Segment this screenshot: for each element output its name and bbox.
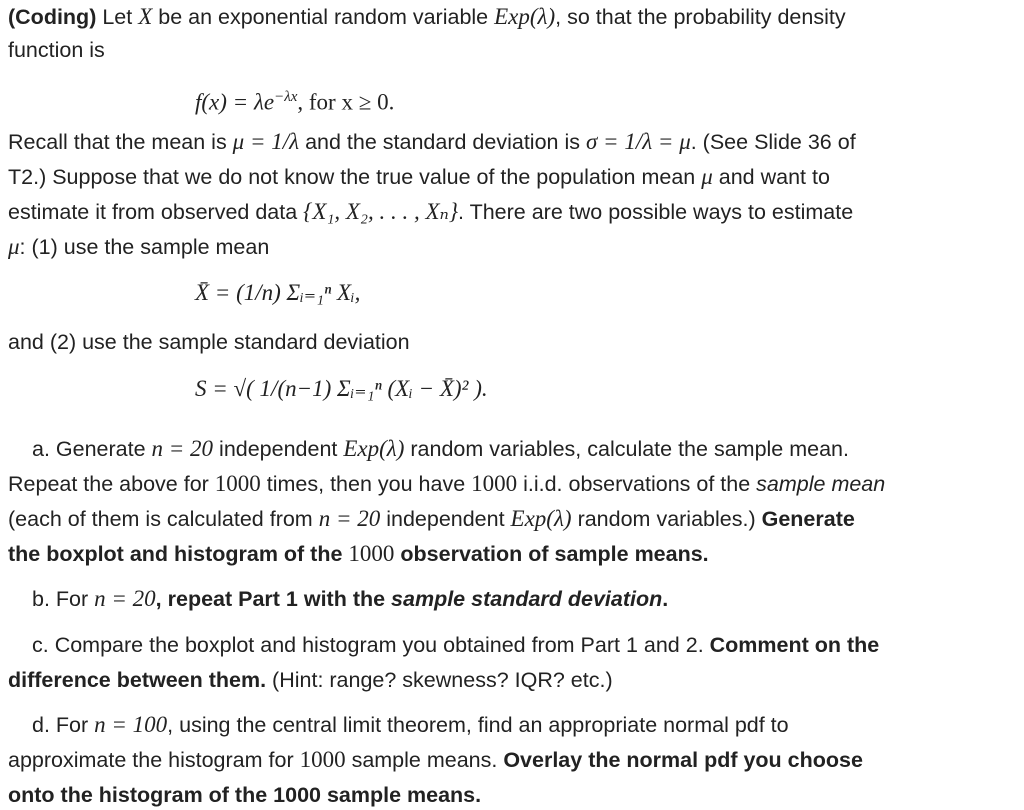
part-a-line-1: a. Generate n = 20 independent Exp(λ) random variables, calculate the sample mean. bbox=[32, 436, 849, 461]
part-a-line-4: the boxplot and histogram of the 1000 observation of sample means. bbox=[8, 541, 709, 566]
part-c-line-1: c. Compare the boxplot and histogram you obtained from Part 1 and 2. Comment on the bbox=[32, 633, 880, 657]
part-a-line-3: (each of them is calculated from n = 20 independent Exp(λ) random variables.) Generate bbox=[8, 506, 855, 531]
intro-line-1: (Coding) Let X be an exponential random variable Exp(λ), so that the probability density bbox=[8, 4, 846, 29]
recall-line-2: T2.) Suppose that we do not know the true value of the population mean μ and want to bbox=[8, 164, 830, 189]
part-d-line-2: approximate the histogram for 1000 sample means. Overlay the normal pdf you choose bbox=[8, 747, 863, 772]
intro-line-2: function is bbox=[8, 38, 105, 62]
part-b-line-1: b. For n = 20, repeat Part 1 with the sample standard deviation. bbox=[32, 586, 669, 611]
recall-line-4: μ: (1) use the sample mean bbox=[8, 234, 270, 259]
recall-line-3: estimate it from observed data {X₁, X₂, . . . , Xₙ}. There are two possible ways to estimate bbox=[8, 199, 854, 224]
sd-intro: and (2) use the sample standard deviation bbox=[8, 330, 410, 354]
pdf-formula: $f(x) = \lambda e^{-\lambda x}$, for x ≥ 0. bbox=[195, 89, 395, 115]
part-a-line-2: Repeat the above for 1000 times, then you have 1000 i.i.d. observations of the sample mean bbox=[8, 471, 886, 496]
recall-line-1: Recall that the mean is μ = 1/λ and the standard deviation is σ = 1/λ = μ. (See Slide 36 of bbox=[8, 129, 856, 154]
part-d-line-1: d. For n = 100, using the central limit theorem, find an appropriate normal pdf to bbox=[32, 712, 789, 737]
part-d-line-3: onto the histogram of the 1000 sample means. bbox=[8, 783, 482, 807]
sample-mean-formula: X̄ = (1/n) Σᵢ₌₁ⁿ Xᵢ, bbox=[195, 280, 361, 305]
sample-sd-formula: S = √( 1/(n−1) Σᵢ₌₁ⁿ (Xᵢ − X̄)² ). bbox=[195, 376, 488, 401]
coding-label: (Coding) bbox=[8, 5, 97, 29]
part-c-line-2: difference between them. (Hint: range? skewness? IQR? etc.) bbox=[8, 668, 613, 692]
